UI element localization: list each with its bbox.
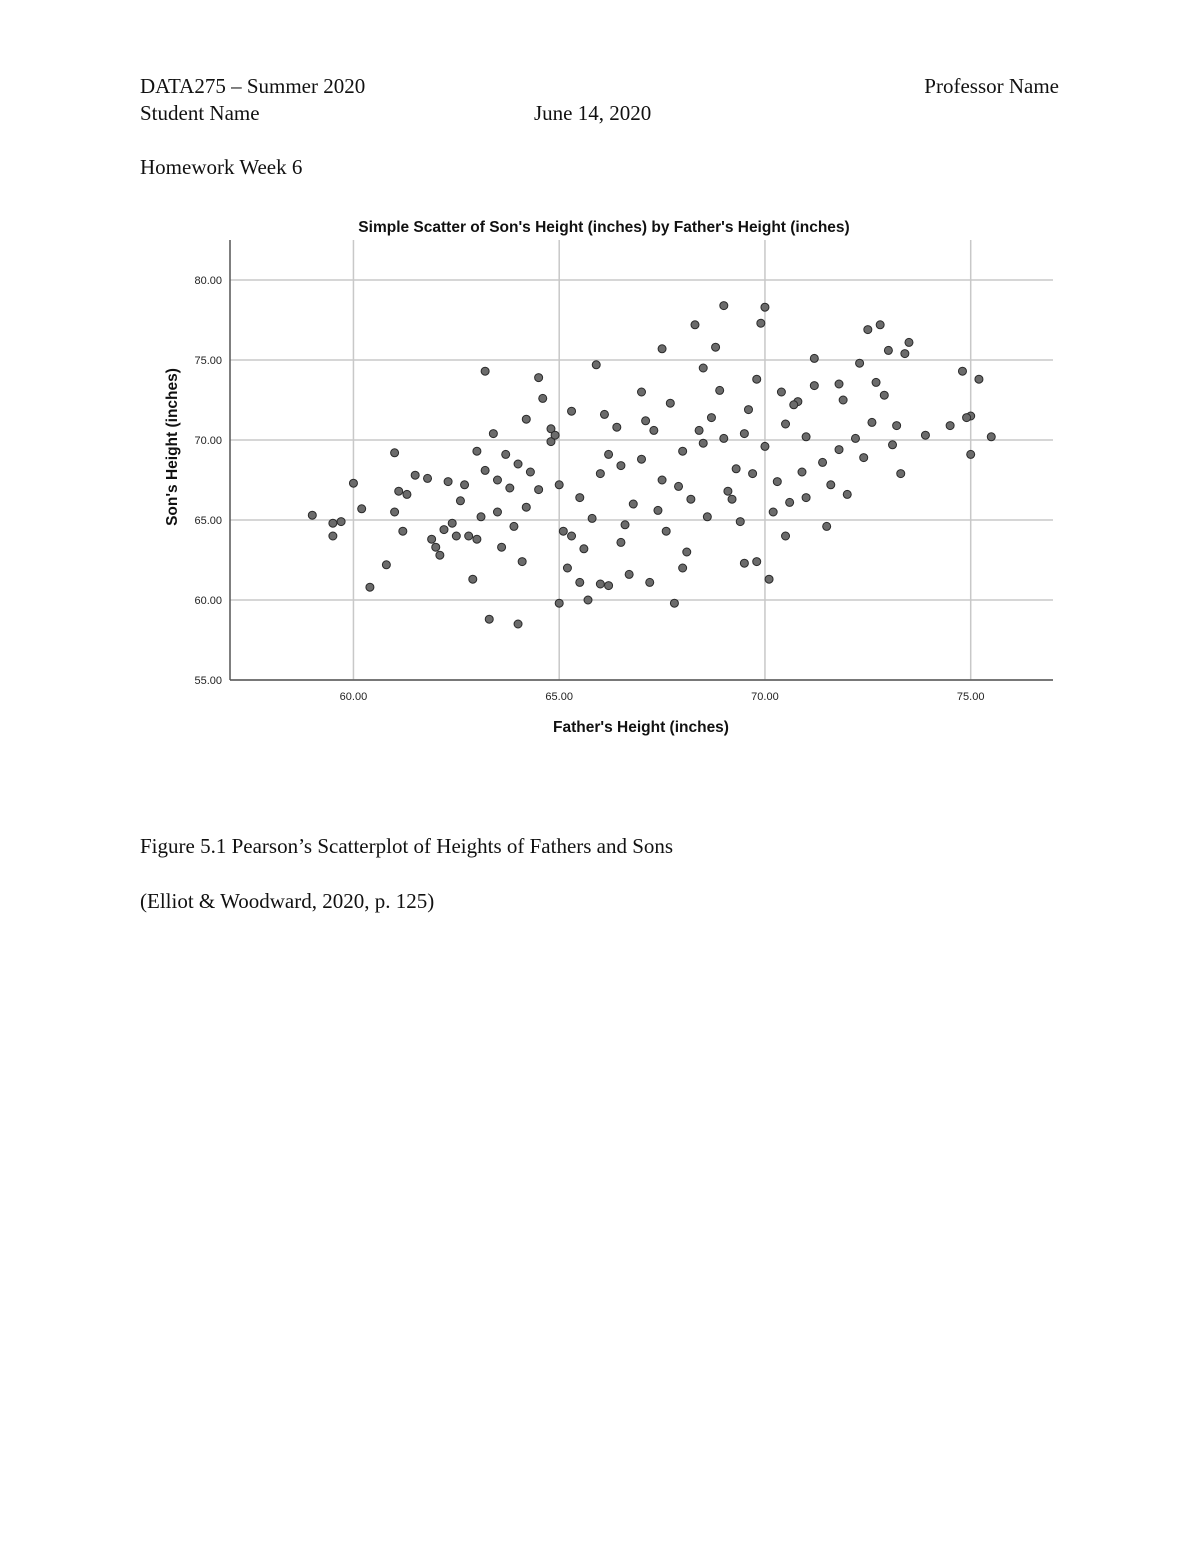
data-point [456,497,464,505]
data-point [707,414,715,422]
data-point [683,548,691,556]
data-point [444,478,452,486]
data-point [592,361,600,369]
data-point [473,535,481,543]
data-point [662,527,670,535]
data-point [514,460,522,468]
data-point [889,441,897,449]
data-point [798,468,806,476]
data-point [605,450,613,458]
data-point [638,388,646,396]
data-point [588,514,596,522]
data-point [732,465,740,473]
data-point [963,414,971,422]
data-point [810,382,818,390]
data-point [403,490,411,498]
data-point [576,494,584,502]
submission-date: June 14, 2020 [534,101,652,125]
data-point [790,401,798,409]
data-point [510,522,518,530]
data-point [835,380,843,388]
data-point [884,346,892,354]
assignment-title: Homework Week 6 [140,155,303,179]
data-point [349,479,357,487]
data-point [358,505,366,513]
data-point [617,462,625,470]
data-point [526,468,534,476]
data-point [638,455,646,463]
data-point [411,471,419,479]
data-point [440,526,448,534]
data-point [617,538,625,546]
data-point [740,430,748,438]
data-point [555,481,563,489]
data-point [827,481,835,489]
data-point [679,564,687,572]
data-point [493,508,501,516]
data-point [469,575,477,583]
data-point [436,551,444,559]
data-point [473,447,481,455]
data-point [765,575,773,583]
data-point [777,388,785,396]
y-tick-label: 70.00 [194,435,222,447]
y-tick-label: 75.00 [194,355,222,367]
x-axis-label: Father's Height (inches) [553,719,729,736]
data-point [782,420,790,428]
data-point [424,474,432,482]
data-point [621,521,629,529]
data-point [749,470,757,478]
data-point [946,422,954,430]
data-point [502,450,510,458]
data-point [740,559,748,567]
data-point [658,345,666,353]
data-point [967,450,975,458]
data-point [802,494,810,502]
data-point [555,599,563,607]
y-tick-label: 65.00 [194,515,222,527]
course-header: DATA275 – Summer 2020 [140,74,366,98]
data-point [720,434,728,442]
data-point [642,417,650,425]
data-point [518,558,526,566]
data-point [782,532,790,540]
data-point [535,486,543,494]
data-point [329,519,337,527]
data-point [802,433,810,441]
data-point [716,386,724,394]
chart-title: Simple Scatter of Son's Height (inches) by Father's Height (inches) [358,219,850,236]
data-point [958,367,966,375]
data-point [703,513,711,521]
data-point [897,470,905,478]
figure-caption: Figure 5.1 Pearson’s Scatterplot of Heights of Fathers and Sons [140,834,674,858]
figure-citation: (Elliot & Woodward, 2020, p. 125) [140,889,435,913]
data-point [465,532,473,540]
x-tick-label: 65.00 [545,691,573,703]
data-point [757,319,765,327]
data-point [366,583,374,591]
data-point [506,484,514,492]
data-point [670,599,678,607]
data-point [559,527,567,535]
data-point [921,431,929,439]
student-name: Student Name [140,101,260,125]
data-point [535,374,543,382]
data-point [580,545,588,553]
data-point [860,454,868,462]
scatter-chart [140,205,1060,745]
y-axis-label: Son's Height (inches) [164,368,181,526]
data-point [691,321,699,329]
data-point [600,410,608,418]
x-tick-label: 75.00 [956,691,985,703]
data-point [485,615,493,623]
data-point [382,561,390,569]
data-point [720,302,728,310]
y-tick-labels [194,275,222,687]
data-point [773,478,781,486]
data-point [596,580,604,588]
data-point [568,532,576,540]
data-point [551,431,559,439]
data-point [839,396,847,404]
data-point [605,582,613,590]
x-tick-label: 70.00 [751,691,779,703]
data-point [905,338,913,346]
data-point [893,422,901,430]
data-point [391,508,399,516]
y-tick-label: 55.00 [194,675,222,687]
data-point [522,415,530,423]
data-point [399,527,407,535]
data-point [699,439,707,447]
data-point [856,359,864,367]
data-point [308,511,316,519]
data-point [613,423,621,431]
data-point [448,519,456,527]
data-point [699,364,707,372]
data-point [851,434,859,442]
data-point [901,350,909,358]
data-point [786,498,794,506]
data-points [308,302,995,628]
data-point [461,481,469,489]
data-point [769,508,777,516]
data-point [584,596,592,604]
data-point [481,466,489,474]
data-point [666,399,674,407]
data-point [819,458,827,466]
data-point [876,321,884,329]
x-tick-label: 60.00 [339,691,368,703]
data-point [687,495,695,503]
data-point [337,518,345,526]
data-point [329,532,337,540]
data-point [522,503,530,511]
data-point [493,476,501,484]
data-point [428,535,436,543]
data-point [489,430,497,438]
data-point [868,418,876,426]
data-point [452,532,460,540]
data-point [646,578,654,586]
data-point [753,375,761,383]
data-point [728,495,736,503]
data-point [744,406,752,414]
data-point [761,303,769,311]
data-point [864,326,872,334]
data-point [712,343,720,351]
data-point [654,506,662,514]
data-point [391,449,399,457]
data-point [650,426,658,434]
data-point [679,447,687,455]
data-point [395,487,403,495]
data-point [724,487,732,495]
data-point [843,490,851,498]
data-point [625,570,633,578]
data-point [629,500,637,508]
professor-name: Professor Name [924,74,1059,98]
data-point [810,354,818,362]
data-point [498,543,506,551]
data-point [432,543,440,551]
data-point [539,394,547,402]
data-point [481,367,489,375]
data-point [753,558,761,566]
data-point [975,375,983,383]
data-point [658,476,666,484]
data-point [987,433,995,441]
data-point [596,470,604,478]
data-point [563,564,571,572]
data-point [872,378,880,386]
data-point [736,518,744,526]
x-tick-labels [340,691,985,703]
y-tick-label: 60.00 [194,595,222,607]
data-point [835,446,843,454]
data-point [675,482,683,490]
data-point [695,426,703,434]
data-point [514,620,522,628]
data-point [576,578,584,586]
data-point [761,442,769,450]
y-tick-label: 80.00 [194,275,222,287]
data-point [568,407,576,415]
data-point [477,513,485,521]
data-point [880,391,888,399]
data-point [823,522,831,530]
